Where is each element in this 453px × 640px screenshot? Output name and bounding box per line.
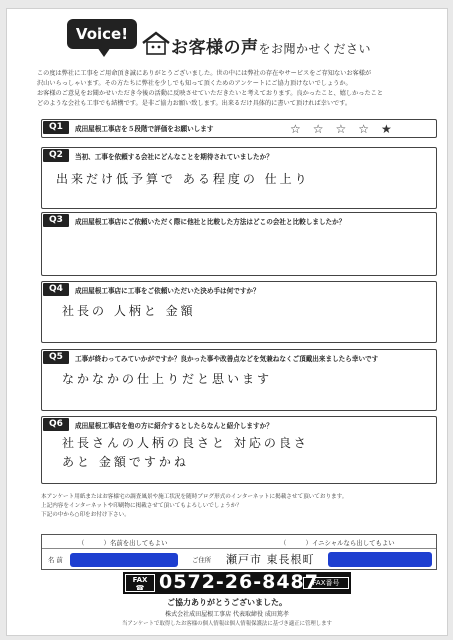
thanks-message: ご協力ありがとうございました。 (167, 598, 287, 607)
note-line: 下記の中から○印をお付け下さい。 (41, 512, 130, 518)
intro-line: この度は弊社に工事をご用命頂き誠にありがとうございました。世の中には弊社の存在やサービスをご存知ないお客様が (37, 70, 372, 77)
name-label: 名 前 (48, 556, 63, 564)
fax-number[interactable]: 0572-26-8487 (159, 571, 319, 593)
question-2 (41, 147, 437, 209)
intro-line: お客様のご意見をお聞かせいただき今後の活動に反映させていただきたいと考えております。良かったこと、嬉しかったこと (37, 90, 384, 97)
question-text: 成田屋根工事店を５段階で評価をお願いします (75, 125, 214, 133)
identity-row (42, 549, 436, 569)
fax-icon: FAX ☎ (125, 574, 155, 592)
question-text: 成田屋根工事店に工事をご依頼いただいた決め手は何ですか？ (75, 287, 260, 295)
question-text: 成田屋根工事店を他の方に紹介するとしたらなんと紹介しますか？ (75, 422, 273, 430)
answer-text[interactable]: 社長の 人柄と 金額 (62, 304, 196, 318)
survey-sheet (6, 8, 448, 636)
intro-line: どのような会社も工事でも結構です。是非ご協力お願い致します。出来るだけ具体的に書いて頂ければ幸いです。 (37, 100, 352, 107)
question-number: Q1 (43, 121, 69, 134)
publication-note (41, 493, 436, 520)
consent-name-option[interactable]: （ ）名前を出してもよい (78, 539, 168, 547)
privacy-note: 当アンケートで取得したお客様の個人情報は個人情報保護法に基づき適正に管理します (122, 621, 332, 627)
question-3 (41, 212, 437, 276)
voice-bubble: Voice! (67, 19, 137, 49)
question-text: 成田屋根工事店にご依頼いただく際に他社と比較した方法はどこの会社と比較しましたか？ (75, 218, 346, 226)
title-sub: をお聞かせください (258, 42, 372, 56)
question-6 (41, 416, 437, 484)
header (67, 17, 387, 63)
question-number: Q6 (43, 418, 69, 431)
question-text: 当初、工事を依頼する会社にどんなことを期待されていましたか？ (75, 153, 273, 161)
answer-text-line-1[interactable]: 社長さんの人柄の良さと 対応の良さ (62, 436, 309, 450)
name-field-redacted[interactable] (70, 553, 178, 567)
intro-line: 沢山いらっしゃいます。その方たちに弊社を少しでも知って頂くためのアンケートにご協力頂けないでしょうか。 (37, 80, 352, 87)
note-line: 本アンケート用紙またはお客様宅の調査風景や施工状況を随時ブログ形式のインターネットに掲載させて頂いております。 (41, 494, 348, 500)
address-label: ご住所 (192, 556, 212, 564)
question-number: Q3 (43, 214, 69, 227)
question-text: 工事が終わってみていかがですか？良かった事や改善点などを気兼ねなくご頂戴出来ましたら幸いです (75, 355, 379, 363)
house-icon (141, 31, 171, 55)
question-number: Q4 (43, 283, 69, 296)
consent-row (42, 535, 436, 549)
question-4 (41, 281, 437, 343)
company-signature: 株式会社成田屋根工事店 代表取締役 成田篤孝 (165, 611, 289, 618)
contact-form (41, 534, 437, 570)
answer-text[interactable]: なかなかの仕上りだと思います (62, 372, 273, 386)
consent-initial-option[interactable]: （ ）イニシャルなら出してもよい (280, 539, 395, 547)
answer-text[interactable]: 出来だけ低予算で ある程度の 仕上り (56, 172, 310, 186)
note-line: 上記内容をインターネットや印刷物に掲載させて頂いてもよろしいでしょうか？ (41, 503, 242, 509)
title-main: お客様の声 (171, 38, 259, 58)
question-1 (41, 119, 437, 138)
intro-text (37, 69, 432, 109)
star-rating[interactable]: ☆☆☆☆★ (290, 122, 404, 136)
address-redacted (328, 552, 432, 567)
answer-text-line-2[interactable]: あと 金額ですかね (62, 455, 189, 469)
question-number: Q5 (43, 351, 69, 364)
question-number: Q2 (43, 149, 69, 162)
fax-banner (123, 572, 351, 594)
address-field[interactable]: 瀬戸市 東長根町 (226, 553, 315, 566)
question-5 (41, 349, 437, 411)
fax-number-label: FAX番号 (303, 577, 349, 589)
page-title (171, 33, 371, 58)
